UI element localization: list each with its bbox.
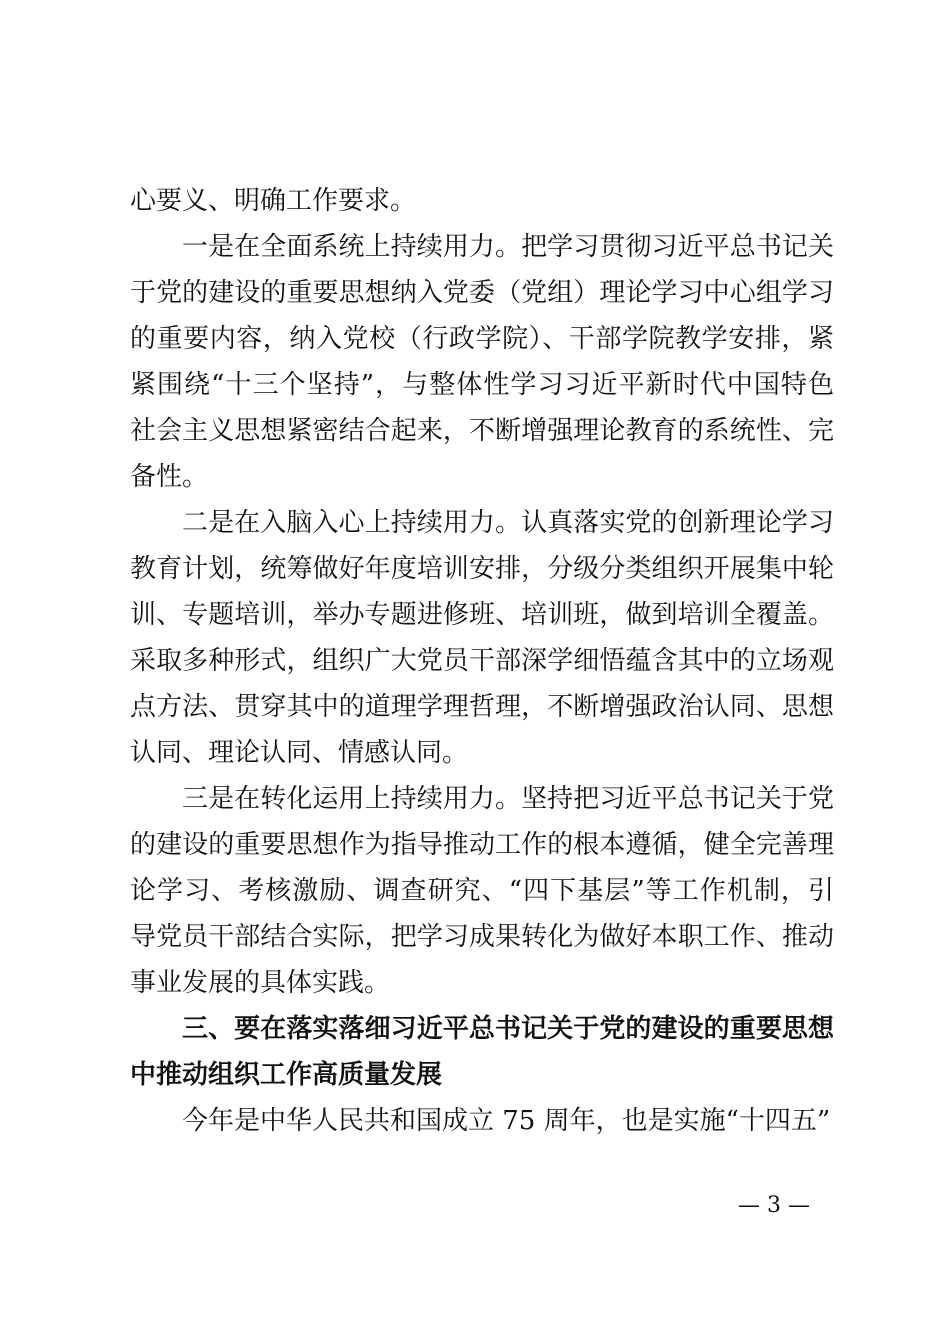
- paragraph-1-line-6: 备性。: [130, 462, 209, 492]
- paragraph-3-line-4: 导党员干部结合实际，把学习成果转化为做好本职工作、推动: [130, 922, 834, 952]
- paragraph-3-line-5: 事业发展的具体实践。: [130, 968, 391, 998]
- paragraph-1-line-4: 紧围绕“十三个坚持”，与整体性学习习近平新时代中国特色: [130, 370, 834, 400]
- section-heading-line-1: 三、要在落实落细习近平总书记关于党的建设的重要思想: [182, 1014, 834, 1044]
- paragraph-2-line-5: 点方法、贯穿其中的道理学理哲理，不断增强政治认同、思想: [130, 692, 834, 722]
- paragraph-3-line-2: 的建设的重要思想作为指导推动工作的根本遵循，健全完善理: [130, 830, 834, 860]
- page-number: — 3 —: [738, 1193, 810, 1218]
- paragraph-2-line-2: 教育计划，统筹做好年度培训安排，分级分类组织开展集中轮: [130, 554, 834, 584]
- paragraph-continuation-line: 心要义、明确工作要求。: [130, 186, 417, 216]
- paragraph-5-line-1: 今年是中华人民共和国成立 75 周年，也是实施“十四五”: [182, 1106, 831, 1136]
- paragraph-2-line-3: 训、专题培训，举办专题进修班、培训班，做到培训全覆盖。: [130, 600, 834, 630]
- paragraph-3-line-3: 论学习、考核激励、调查研究、“四下基层”等工作机制，引: [130, 876, 834, 906]
- paragraph-2-line-6: 认同、理论认同、情感认同。: [130, 738, 469, 768]
- section-heading-line-2: 中推动组织工作高质量发展: [130, 1060, 443, 1090]
- document-body: [130, 178, 834, 1144]
- paragraph-2-line-4: 采取多种形式，组织广大党员干部深学细悟蕴含其中的立场观: [130, 646, 834, 676]
- paragraph-2-line-1: 二是在入脑入心上持续用力。认真落实党的创新理论学习: [182, 508, 834, 538]
- paragraph-1-line-2: 于党的建设的重要思想纳入党委（党组）理论学习中心组学习: [130, 278, 834, 308]
- paragraph-1-line-5: 社会主义思想紧密结合起来，不断增强理论教育的系统性、完: [130, 416, 834, 446]
- paragraph-3-line-1: 三是在转化运用上持续用力。坚持把习近平总书记关于党: [182, 784, 834, 814]
- paragraph-1-line-3: 的重要内容，纳入党校（行政学院）、干部学院教学安排，紧: [130, 324, 834, 354]
- paragraph-1-line-1: 一是在全面系统上持续用力。把学习贯彻习近平总书记关: [182, 232, 834, 262]
